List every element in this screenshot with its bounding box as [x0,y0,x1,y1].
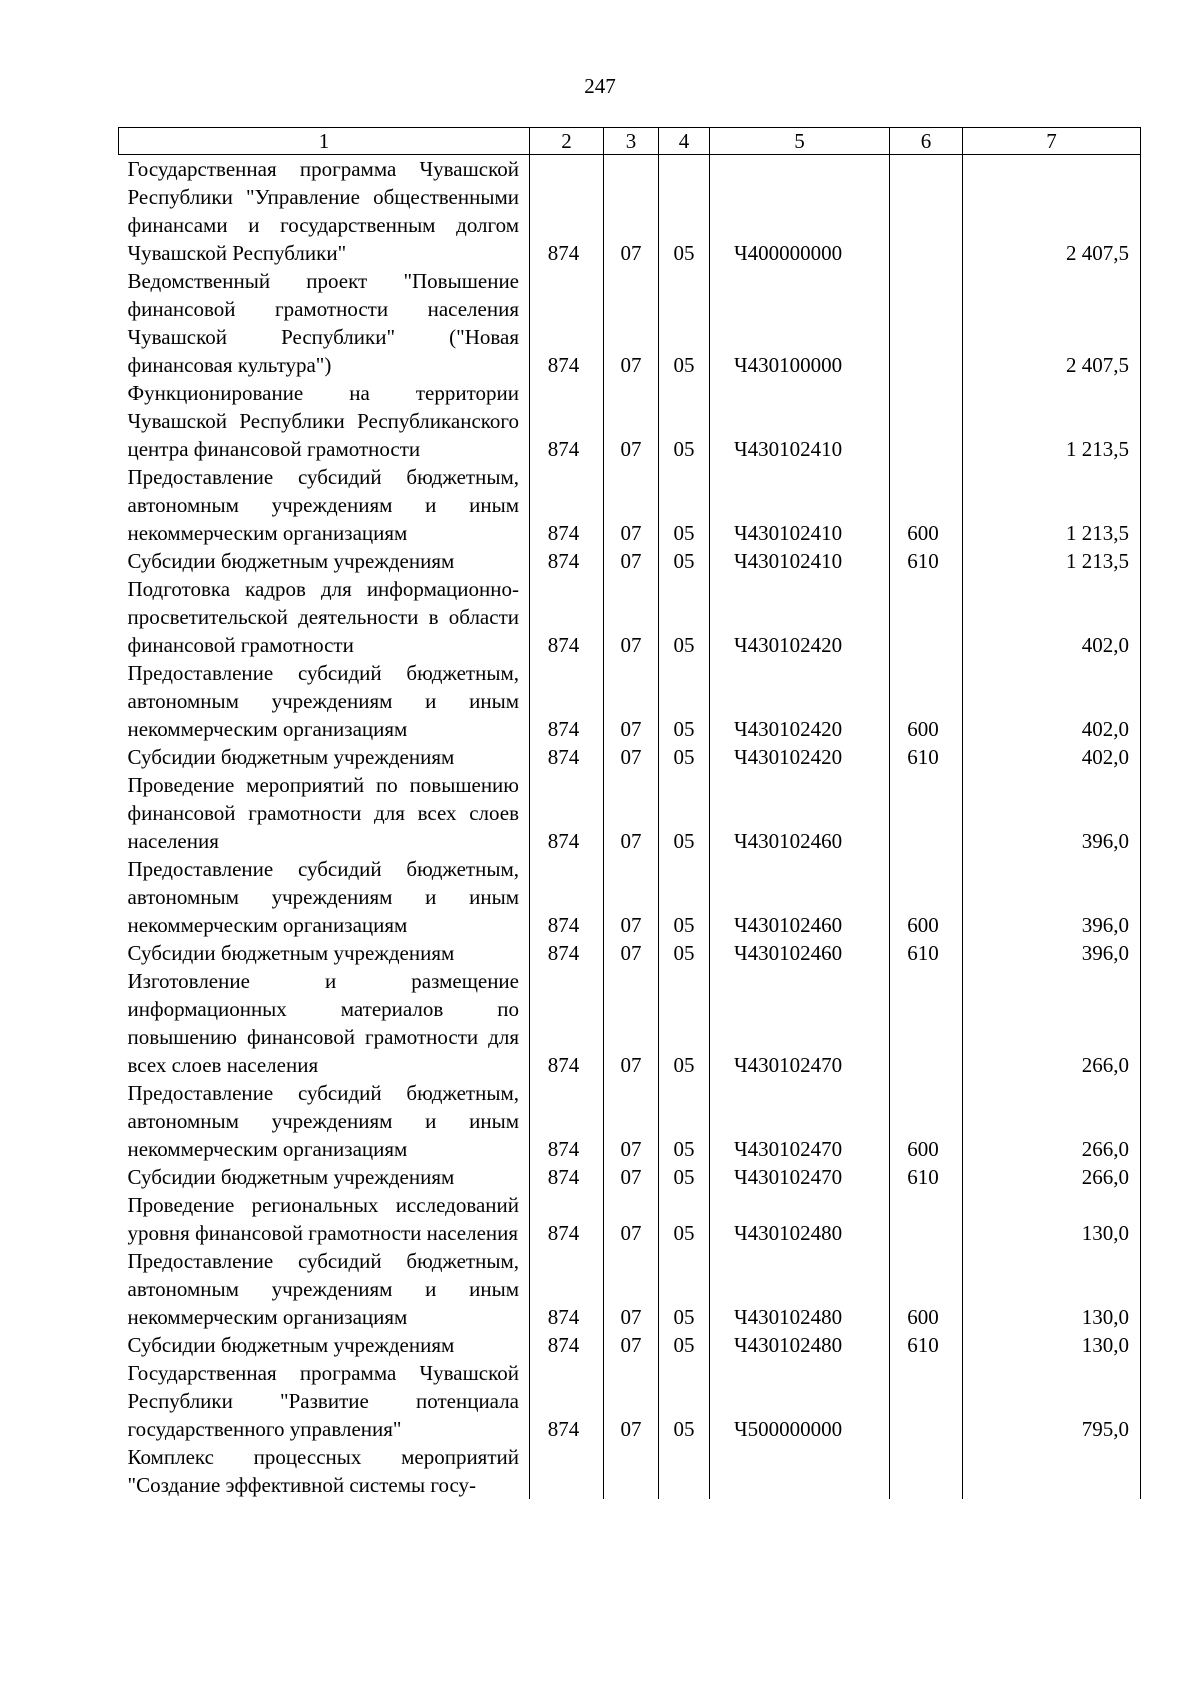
cell-subsection: 05 [659,1247,710,1331]
cell-subsection: 05 [659,575,710,659]
cell-amount: 396,0 [963,855,1141,939]
table-row [119,743,1141,771]
cell-ministry-code: 874 [530,967,604,1079]
cell-subsection: 05 [659,855,710,939]
cell-amount: 402,0 [963,743,1141,771]
table-row [119,379,1141,463]
cell-expense-type: 600 [890,1247,963,1331]
cell-subsection: 05 [659,267,710,379]
cell-expense-type: 600 [890,659,963,743]
table-row [119,967,1141,1079]
cell-subsection: 05 [659,1331,710,1359]
cell-description: Ведомственный проект "Повышение финансовой грамотности населения Чувашской Республики" ("Новая финансовая культура") [119,267,530,379]
header-col-4: 4 [659,128,710,155]
cell-expense-type [890,1359,963,1443]
cell-amount: 2 407,5 [963,155,1141,268]
cell-ministry-code: 874 [530,1079,604,1163]
table-row [119,1331,1141,1359]
cell-target-article: Ч430102480 [710,1247,890,1331]
cell-subsection: 05 [659,155,710,268]
cell-expense-type: 610 [890,547,963,575]
cell-subsection: 05 [659,463,710,547]
header-col-5: 5 [710,128,890,155]
header-col-7: 7 [963,128,1141,155]
cell-subsection: 05 [659,939,710,967]
cell-section: 07 [604,1163,659,1191]
cell-amount: 402,0 [963,575,1141,659]
cell-section: 07 [604,1191,659,1247]
cell-subsection: 05 [659,771,710,855]
table-row [119,1443,1141,1499]
cell-ministry-code: 874 [530,267,604,379]
cell-amount: 266,0 [963,1079,1141,1163]
cell-section: 07 [604,771,659,855]
cell-subsection [659,1443,710,1499]
cell-description: Субсидии бюджетным учреждениям [119,1331,530,1359]
cell-amount: 1 213,5 [963,379,1141,463]
table-row [119,1359,1141,1443]
cell-amount: 396,0 [963,771,1141,855]
budget-table [118,127,1141,1499]
cell-section: 07 [604,659,659,743]
cell-ministry-code: 874 [530,547,604,575]
cell-expense-type [890,267,963,379]
cell-target-article: Ч430100000 [710,267,890,379]
cell-target-article: Ч430102410 [710,547,890,575]
cell-description: Комплекс процессных мероприятий "Создание эффективной системы госу- [119,1443,530,1499]
table-row [119,463,1141,547]
table-row [119,771,1141,855]
table-row [119,547,1141,575]
cell-section: 07 [604,967,659,1079]
cell-subsection: 05 [659,743,710,771]
cell-target-article: Ч430102470 [710,1163,890,1191]
cell-section: 07 [604,575,659,659]
cell-expense-type: 610 [890,1331,963,1359]
cell-section: 07 [604,1359,659,1443]
cell-description: Предоставление субсидий бюджетным, автономным учреждениям и иным некоммерческим организациям [119,659,530,743]
cell-expense-type: 610 [890,939,963,967]
cell-description: Государственная программа Чувашской Республики "Развитие потенциала государственного управления" [119,1359,530,1443]
cell-target-article: Ч430102420 [710,743,890,771]
cell-ministry-code: 874 [530,1163,604,1191]
table-row [119,1163,1141,1191]
cell-expense-type [890,967,963,1079]
cell-ministry-code: 874 [530,155,604,268]
cell-description: Предоставление субсидий бюджетным, автономным учреждениям и иным некоммерческим организациям [119,1079,530,1163]
cell-subsection: 05 [659,1359,710,1443]
cell-ministry-code: 874 [530,939,604,967]
cell-section: 07 [604,267,659,379]
cell-amount: 1 213,5 [963,547,1141,575]
cell-expense-type: 600 [890,463,963,547]
cell-target-article: Ч430102410 [710,379,890,463]
cell-subsection: 05 [659,967,710,1079]
cell-ministry-code: 874 [530,659,604,743]
cell-expense-type: 610 [890,743,963,771]
header-col-1: 1 [119,128,530,155]
table-row [119,659,1141,743]
cell-ministry-code: 874 [530,575,604,659]
cell-description: Предоставление субсидий бюджетным, автономным учреждениям и иным некоммерческим организациям [119,855,530,939]
cell-amount: 1 213,5 [963,463,1141,547]
cell-target-article: Ч430102470 [710,967,890,1079]
table-row [119,155,1141,268]
cell-ministry-code: 874 [530,1247,604,1331]
cell-section: 07 [604,155,659,268]
cell-ministry-code [530,1443,604,1499]
cell-amount [963,1443,1141,1499]
header-row [119,128,1141,155]
cell-section: 07 [604,1247,659,1331]
cell-amount: 402,0 [963,659,1141,743]
cell-expense-type [890,1191,963,1247]
cell-ministry-code: 874 [530,463,604,547]
header-col-3: 3 [604,128,659,155]
cell-amount: 2 407,5 [963,267,1141,379]
cell-amount: 130,0 [963,1191,1141,1247]
cell-expense-type [890,771,963,855]
cell-subsection: 05 [659,1163,710,1191]
cell-target-article: Ч430102460 [710,855,890,939]
cell-ministry-code: 874 [530,771,604,855]
cell-description: Субсидии бюджетным учреждениям [119,743,530,771]
cell-ministry-code: 874 [530,379,604,463]
table-row [119,855,1141,939]
cell-amount: 266,0 [963,967,1141,1079]
cell-expense-type [890,379,963,463]
cell-amount: 396,0 [963,939,1141,967]
cell-ministry-code: 874 [530,1359,604,1443]
cell-target-article: Ч430102460 [710,771,890,855]
cell-expense-type: 610 [890,1163,963,1191]
cell-expense-type [890,155,963,268]
cell-ministry-code: 874 [530,743,604,771]
table-row [119,1247,1141,1331]
cell-target-article: Ч430102470 [710,1079,890,1163]
cell-section: 07 [604,1331,659,1359]
cell-section: 07 [604,547,659,575]
cell-description: Изготовление и размещение информационных материалов по повышению финансовой грамотности для всех слоев населения [119,967,530,1079]
header-col-2: 2 [530,128,604,155]
cell-amount: 266,0 [963,1163,1141,1191]
cell-expense-type: 600 [890,1079,963,1163]
page-number: 247 [584,74,616,98]
cell-subsection: 05 [659,1079,710,1163]
cell-ministry-code: 874 [530,1191,604,1247]
cell-target-article [710,1443,890,1499]
cell-amount: 795,0 [963,1359,1141,1443]
cell-target-article: Ч500000000 [710,1359,890,1443]
cell-description: Субсидии бюджетным учреждениям [119,547,530,575]
table-row [119,267,1141,379]
cell-target-article: Ч430102420 [710,659,890,743]
cell-description: Подготовка кадров для информационно-просветительской деятельности в области финансовой грамотности [119,575,530,659]
cell-description: Государственная программа Чувашской Республики "Управление общественными финансами и государственным долгом Чувашской Республики" [119,155,530,268]
cell-target-article: Ч400000000 [710,155,890,268]
cell-description: Субсидии бюджетным учреждениям [119,1163,530,1191]
cell-target-article: Ч430102480 [710,1331,890,1359]
cell-subsection: 05 [659,659,710,743]
cell-amount: 130,0 [963,1247,1141,1331]
table-row [119,1191,1141,1247]
table-row [119,1079,1141,1163]
cell-description: Предоставление субсидий бюджетным, автономным учреждениям и иным некоммерческим организациям [119,1247,530,1331]
cell-ministry-code: 874 [530,855,604,939]
table-header [119,128,1141,155]
cell-description: Функционирование на территории Чувашской Республики Республиканского центра финансовой грамотности [119,379,530,463]
header-col-6: 6 [890,128,963,155]
table-row [119,939,1141,967]
cell-expense-type: 600 [890,855,963,939]
table-body [119,155,1141,1500]
cell-description: Проведение мероприятий по повышению финансовой грамотности для всех слоев населения [119,771,530,855]
cell-section [604,1443,659,1499]
cell-ministry-code: 874 [530,1331,604,1359]
cell-expense-type [890,1443,963,1499]
cell-amount: 130,0 [963,1331,1141,1359]
cell-target-article: Ч430102420 [710,575,890,659]
cell-section: 07 [604,743,659,771]
cell-section: 07 [604,1079,659,1163]
table-row [119,575,1141,659]
cell-description: Субсидии бюджетным учреждениям [119,939,530,967]
cell-target-article: Ч430102480 [710,1191,890,1247]
cell-target-article: Ч430102460 [710,939,890,967]
cell-section: 07 [604,379,659,463]
cell-description: Проведение региональных исследований уровня финансовой грамотности населения [119,1191,530,1247]
cell-section: 07 [604,855,659,939]
cell-section: 07 [604,939,659,967]
cell-subsection: 05 [659,1191,710,1247]
cell-description: Предоставление субсидий бюджетным, автономным учреждениям и иным некоммерческим организациям [119,463,530,547]
cell-target-article: Ч430102410 [710,463,890,547]
cell-section: 07 [604,463,659,547]
cell-expense-type [890,575,963,659]
cell-subsection: 05 [659,547,710,575]
cell-subsection: 05 [659,379,710,463]
